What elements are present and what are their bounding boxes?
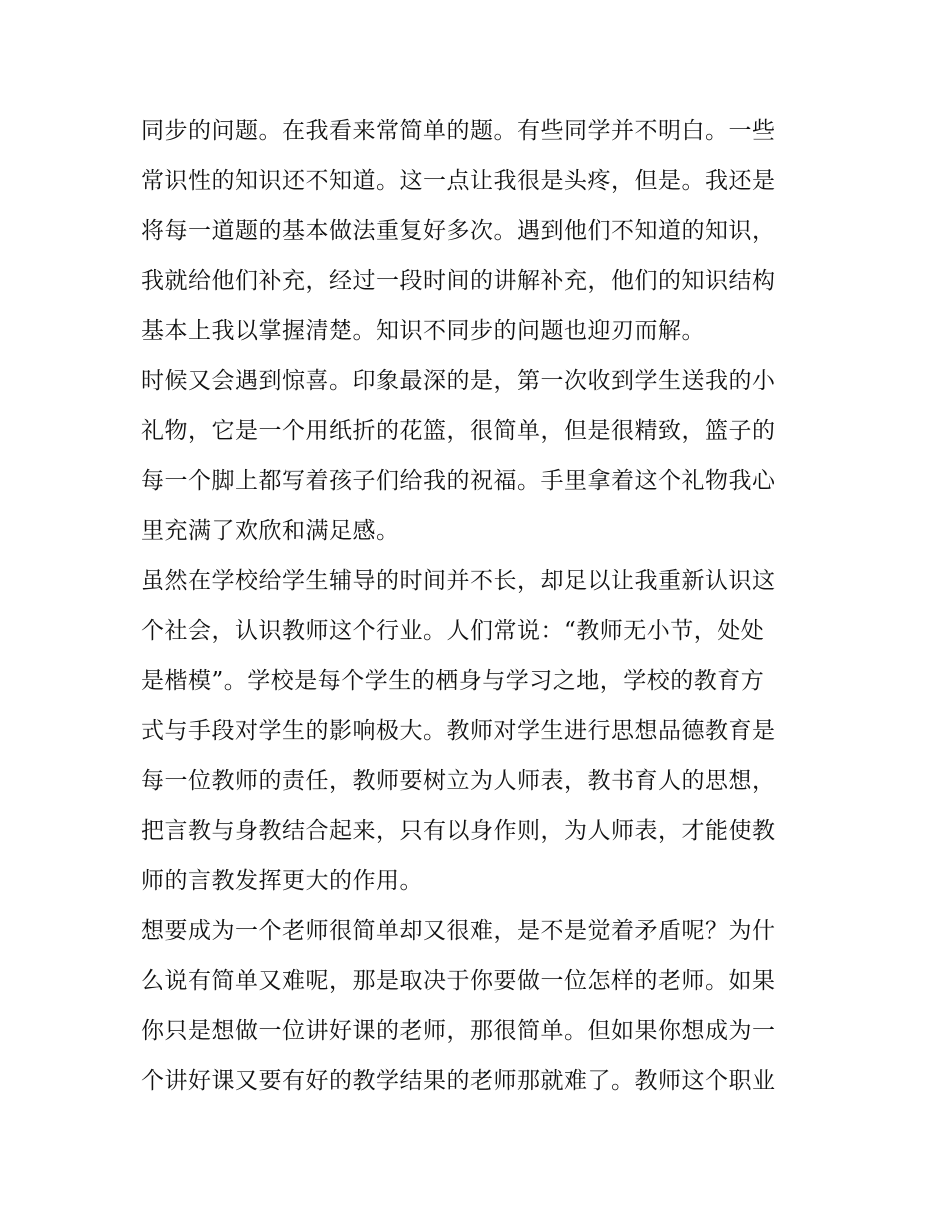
text-line: 每一位教师的责任，教师要树立为人师表，教书育人的思想， — [141, 768, 776, 794]
text-line: 个社会，认识教师这个行业。人们常说：“教师无小节，处处 — [141, 618, 765, 644]
text-line: 同步的问题。在我看来常简单的题。有些同学并不明白。一些 — [141, 118, 776, 144]
text-line: 我就给他们补充，经过一段时间的讲解补充，他们的知识结构 — [141, 268, 776, 294]
text-line: 礼物，它是一个用纸折的花篮，很简单，但是很精致，篮子的 — [141, 418, 776, 444]
text-line: 将每一道题的基本做法重复好多次。遇到他们不知道的知识， — [141, 218, 776, 244]
text-line: 时候又会遇到惊喜。印象最深的是，第一次收到学生送我的小 — [141, 368, 776, 394]
text-line: 虽然在学校给学生辅导的时间并不长，却足以让我重新认识这 — [141, 568, 776, 594]
text-line: 个讲好课又要有好的教学结果的老师那就难了。教师这个职业 — [141, 1068, 776, 1094]
text-line: 你只是想做一位讲好课的老师，那很简单。但如果你想成为一 — [141, 1018, 776, 1044]
text-line: 想要成为一个老师很简单却又很难，是不是觉着矛盾呢？为什 — [141, 918, 776, 944]
text-line: 式与手段对学生的影响极大。教师对学生进行思想品德教育是 — [141, 718, 776, 744]
text-line: 把言教与身教结合起来，只有以身作则，为人师表，才能使教 — [141, 818, 776, 844]
text-line: 里充满了欢欣和满足感。 — [141, 518, 400, 544]
text-line: 基本上我以掌握清楚。知识不同步的问题也迎刃而解。 — [141, 318, 705, 344]
text-line: 是楷模”。学校是每个学生的栖身与学习之地，学校的教育方 — [141, 668, 765, 694]
text-line: 么说有简单又难呢，那是取决于你要做一位怎样的老师。如果 — [141, 968, 776, 994]
text-line: 常识性的知识还不知道。这一点让我很是头疼，但是。我还是 — [141, 168, 776, 194]
document-body — [141, 108, 821, 1108]
text-line: 师的言教发挥更大的作用。 — [141, 868, 423, 894]
text-line: 每一个脚上都写着孩子们给我的祝福。手里拿着这个礼物我心 — [141, 468, 776, 494]
